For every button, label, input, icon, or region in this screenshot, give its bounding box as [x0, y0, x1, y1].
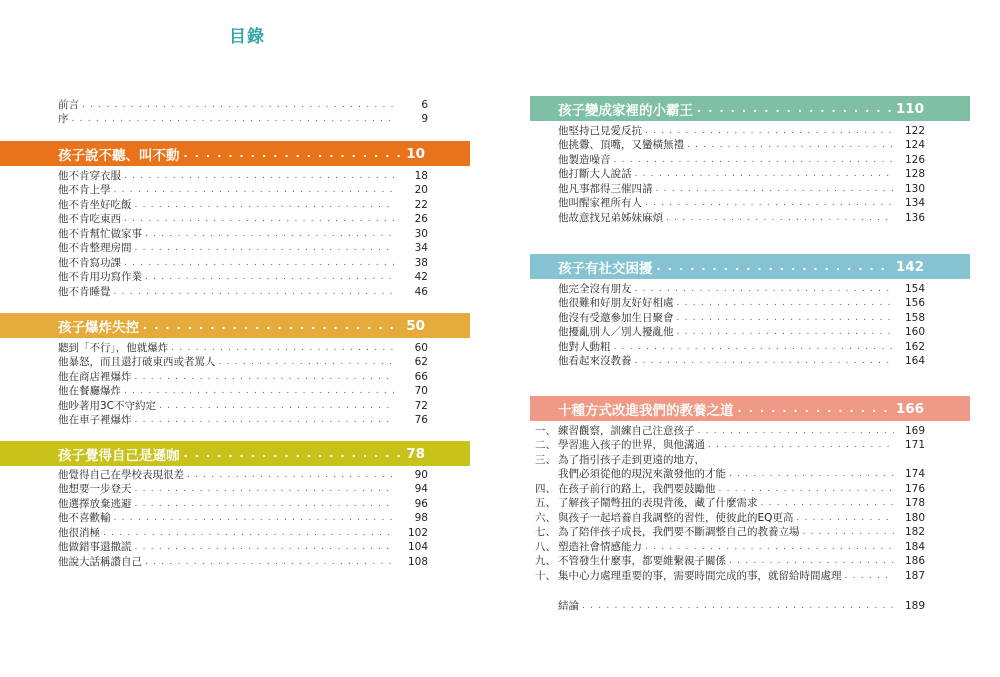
- chapter-page: 166: [895, 400, 924, 417]
- dot-leader: [635, 167, 895, 181]
- toc-entry[interactable]: [530, 181, 970, 196]
- toc-entry-title: 他說大話稱讚自己: [58, 555, 142, 568]
- dot-leader: [145, 227, 395, 241]
- toc-entry-page: 128: [904, 168, 925, 180]
- toc-entry[interactable]: [530, 296, 970, 311]
- dot-leader: [145, 555, 395, 569]
- toc-entry[interactable]: [58, 183, 428, 198]
- item-text: 學習進入孩子的世界，與他溝通: [558, 439, 705, 451]
- dot-leader: [635, 354, 895, 368]
- dot-leader: [114, 285, 396, 299]
- dot-leader: [645, 196, 894, 210]
- dot-leader: [719, 482, 895, 496]
- toc-entry-title: 他做錯事還撒謊: [58, 541, 132, 553]
- toc-entry[interactable]: [58, 241, 428, 256]
- toc-entry[interactable]: [58, 168, 428, 183]
- toc-entry-page: 186: [904, 555, 925, 567]
- conclusion-block: [530, 598, 970, 613]
- toc-entry-title: 他不肯睡覺: [58, 285, 111, 298]
- chapter-page: 78: [406, 445, 425, 462]
- toc-entry-page: 158: [904, 311, 925, 324]
- toc-entry-title: 前言: [58, 98, 79, 111]
- toc-entry-page: 30: [414, 227, 428, 240]
- chapter-title: 十種方式改進我們的教養之道: [558, 402, 734, 419]
- toc-entry-title: 他吵著用3C不守約定: [58, 399, 157, 412]
- toc-entry-page: 72: [414, 399, 428, 412]
- toc-entry[interactable]: [58, 554, 428, 569]
- toc-entry-page: 164: [904, 355, 925, 367]
- dot-leader: [72, 112, 396, 126]
- chapter-entries: [530, 423, 970, 583]
- toc-entry-title: 他不肯吃東西: [58, 213, 121, 225]
- toc-entry-page: 98: [414, 512, 428, 524]
- chapter-title: 孩子覺得自己是遜咖: [58, 447, 180, 464]
- dot-leader: [187, 468, 395, 482]
- toc-entry-page: 20: [414, 184, 428, 196]
- dot-leader: [219, 355, 396, 369]
- item-text: 為了指引孩子走到更遠的地方，: [558, 453, 705, 466]
- toc-entry-page: 154: [904, 282, 925, 295]
- toc-entry-title: 他打斷大人說話: [558, 168, 632, 180]
- toc-entry-page: 70: [414, 385, 428, 397]
- toc-entry-page: 60: [414, 341, 428, 354]
- toc-entry[interactable]: [530, 123, 970, 138]
- toc-entry[interactable]: [58, 540, 428, 555]
- toc-entry-page: 169: [904, 424, 925, 437]
- toc-entry[interactable]: [58, 467, 428, 482]
- toc-entry-page: 94: [414, 483, 428, 495]
- toc-entry-title: 他想要一步登天: [58, 483, 132, 495]
- dot-leader: [657, 260, 892, 273]
- toc-entry-page: 136: [904, 211, 925, 224]
- dot-leader: [738, 402, 892, 415]
- dot-leader: [614, 340, 895, 354]
- chapter-title: 孩子有社交困擾: [558, 260, 653, 277]
- item-text: 塑造社會情感能力: [558, 540, 642, 553]
- toc-entry[interactable]: [530, 167, 970, 182]
- toc-entry-title: 他對人動粗: [558, 340, 611, 353]
- toc-entry[interactable]: [58, 97, 428, 112]
- toc-entry[interactable]: [530, 452, 970, 467]
- toc-entry-page: 62: [414, 356, 428, 368]
- item-number: 一、: [535, 424, 556, 437]
- dot-leader: [582, 599, 894, 613]
- toc-entry-title: [535, 438, 705, 452]
- dot-leader: [708, 438, 894, 452]
- toc-entry[interactable]: [530, 152, 970, 167]
- dot-leader: [135, 413, 396, 427]
- item-text: 在孩子前行的路上，我們要鼓勵他: [558, 482, 716, 495]
- toc-entry[interactable]: [530, 525, 970, 540]
- chapter-heading[interactable]: [0, 313, 470, 338]
- toc-entry[interactable]: [530, 354, 970, 369]
- toc-entry[interactable]: [58, 255, 428, 270]
- toc-entry-page: 178: [904, 497, 925, 509]
- toc-entry-page: 104: [407, 541, 428, 553]
- toc-entry-page: 174: [904, 468, 925, 480]
- toc-entry[interactable]: [58, 413, 428, 428]
- dot-leader: [159, 399, 395, 413]
- dot-leader: [761, 496, 895, 510]
- toc-entry-title: 他覺得自己在學校表現很差: [58, 468, 184, 481]
- toc-entry-page: 182: [904, 526, 925, 538]
- toc-entry[interactable]: [530, 339, 970, 354]
- dot-leader: [656, 182, 895, 196]
- toc-entry-title: 他暴怒，而且還打破東西或者罵人: [58, 356, 216, 368]
- dot-leader: [845, 569, 895, 583]
- dot-leader: [124, 169, 395, 183]
- dot-leader: [143, 319, 402, 332]
- toc-entry-title: 他很難和好朋友好好相處: [558, 297, 674, 309]
- toc-entry[interactable]: [58, 226, 428, 241]
- toc-entry-page: 26: [414, 213, 428, 225]
- dot-leader: [666, 211, 894, 225]
- toc-entry-title: 他不肯上學: [58, 184, 111, 196]
- toc-entry-title: [558, 467, 726, 481]
- chapter-entries: [58, 467, 428, 569]
- toc-entry-title: 他不肯寫功課: [58, 256, 121, 269]
- toc-entry-page: 34: [414, 242, 428, 254]
- toc-entry-conclusion[interactable]: [530, 598, 970, 613]
- chapter-heading[interactable]: [530, 96, 970, 121]
- dot-leader: [645, 124, 894, 138]
- toc-entry[interactable]: [58, 270, 428, 285]
- toc-entry-title: 他在餐廳爆炸: [58, 385, 121, 397]
- toc-entry-title: 聽到「不行」，他就爆炸: [58, 341, 169, 354]
- toc-entry-title: 他凡事都得三催四請: [558, 182, 653, 195]
- toc-entry[interactable]: [58, 369, 428, 384]
- toc-entry[interactable]: [58, 398, 428, 413]
- toc-entry-title: [535, 569, 842, 583]
- dot-leader: [103, 526, 395, 540]
- toc-entry[interactable]: [58, 384, 428, 399]
- item-number: 七、: [535, 526, 556, 538]
- dot-leader: [124, 212, 395, 226]
- dot-leader: [635, 282, 895, 296]
- toc-entry-title: [535, 554, 726, 568]
- toc-entry-page: 171: [904, 439, 925, 451]
- toc-entry[interactable]: [530, 138, 970, 153]
- toc-entry[interactable]: [58, 496, 428, 511]
- chapter-title: 孩子說不聽、叫不動: [58, 147, 180, 164]
- toc-entry[interactable]: [58, 525, 428, 540]
- toc-entry-page: 180: [904, 511, 925, 524]
- item-number: 八、: [535, 540, 556, 553]
- toc-entry[interactable]: [530, 210, 970, 225]
- item-number: 四、: [535, 482, 556, 495]
- toc-entry[interactable]: [530, 481, 970, 496]
- item-text: 不管發生什麼事，都要維繫親子關係: [558, 555, 726, 567]
- toc-entry-page: 122: [904, 124, 925, 137]
- toc-entry-title: 他不喜歡輸: [58, 512, 111, 524]
- item-text: 為了陪伴孩子成長，我們要不斷調整自己的教養立場: [558, 526, 800, 538]
- toc-entry-page: 46: [414, 285, 428, 298]
- toc-entry-page: 134: [904, 197, 925, 209]
- page-title: 目錄: [229, 27, 265, 47]
- toc-entry[interactable]: [530, 554, 970, 569]
- item-text: 我們必須從他的現況來激發他的才能: [558, 468, 726, 480]
- toc-entry-page: 66: [414, 370, 428, 383]
- toc-entry-title: 序: [58, 113, 69, 125]
- toc-entry-title: 他很消極: [58, 526, 100, 539]
- toc-entry-page: 108: [407, 555, 428, 568]
- dot-leader: [124, 384, 395, 398]
- chapter-entries: [58, 168, 428, 299]
- toc-entry-page: 187: [904, 569, 925, 582]
- chapter-entries: [530, 281, 970, 368]
- item-number: 六、: [535, 511, 556, 524]
- item-text: 練習觀察，訓練自己注意孩子: [558, 424, 695, 437]
- dot-leader: [82, 98, 395, 112]
- toc-entry-page: 6: [421, 98, 428, 111]
- toc-entry-page: 124: [904, 139, 925, 151]
- toc-entry[interactable]: [530, 467, 970, 482]
- chapter-heading[interactable]: [530, 254, 970, 279]
- toc-entry-title: 他選擇放棄逃避: [58, 497, 132, 510]
- chapter-heading[interactable]: [0, 141, 470, 166]
- dot-leader: [729, 467, 894, 481]
- dot-leader: [729, 554, 894, 568]
- chapter-heading[interactable]: [0, 441, 470, 466]
- item-number: 五、: [535, 497, 556, 509]
- toc-entry-title: [535, 424, 695, 438]
- toc-entry-title: 他製造噪音: [558, 153, 611, 166]
- toc-entry-page: 126: [904, 153, 925, 166]
- toc-entry-page: 160: [904, 326, 925, 338]
- toc-entry-page: 42: [414, 271, 428, 283]
- toc-entry-title: 他堅持己見愛反抗: [558, 124, 642, 137]
- dot-leader: [697, 102, 892, 115]
- dot-leader: [803, 525, 895, 539]
- dot-leader: [135, 370, 396, 384]
- toc-entry[interactable]: [530, 496, 970, 511]
- dot-leader: [687, 138, 894, 152]
- toc-entry-title: [535, 525, 800, 539]
- toc-entry-title: [535, 482, 716, 496]
- toc-entry-page: 18: [414, 169, 428, 182]
- chapter-page: 50: [406, 317, 425, 334]
- dot-leader: [114, 183, 396, 197]
- dot-leader: [124, 256, 395, 270]
- dot-leader: [796, 511, 894, 525]
- toc-entry-title: 他不肯坐好吃飯: [58, 198, 132, 211]
- toc-entry-page: 176: [904, 482, 925, 495]
- toc-entry-title: [535, 453, 705, 467]
- toc-entry-page: 162: [904, 340, 925, 353]
- toc-entry-title: 他不肯用功寫作業: [58, 271, 142, 283]
- chapter-page: 142: [895, 258, 924, 275]
- toc-entry-title: 他挑釁、頂嘴，又蠻橫無禮: [558, 139, 684, 151]
- toc-entry-page: 90: [414, 468, 428, 481]
- dot-leader: [677, 296, 895, 310]
- toc-entry-page: 130: [904, 182, 925, 195]
- toc-entry-page: 9: [421, 113, 428, 125]
- toc-entry-title: 他故意找兄弟姊妹麻煩: [558, 211, 663, 224]
- item-text: 集中心力處理重要的事，需要時間完成的事，就留給時間處理: [558, 569, 842, 582]
- toc-entry-title: 他不肯幫忙做家事: [58, 227, 142, 240]
- toc-entry-page: 184: [904, 540, 925, 553]
- item-text: 了解孩子鬧彆扭的表現背後，藏了什麼需求: [558, 497, 758, 509]
- toc-entry[interactable]: [58, 511, 428, 526]
- item-number: 二、: [535, 439, 556, 451]
- toc-entry-title: 他完全沒有朋友: [558, 282, 632, 295]
- toc-entry[interactable]: [58, 482, 428, 497]
- chapter-title: 孩子變成家裡的小霸王: [558, 102, 693, 119]
- toc-entry[interactable]: [58, 112, 428, 127]
- dot-leader: [645, 540, 894, 554]
- toc-entry-title: 他不肯整理房間: [58, 242, 132, 254]
- dot-leader: [614, 153, 895, 167]
- toc-entry[interactable]: [58, 212, 428, 227]
- toc-entry-page: 22: [414, 198, 428, 211]
- dot-leader: [184, 147, 403, 160]
- chapter-page: 110: [895, 100, 924, 117]
- toc-entry-page: 102: [407, 526, 428, 539]
- toc-entry[interactable]: [530, 438, 970, 453]
- dot-leader: [171, 341, 395, 355]
- toc-entry-page: 38: [414, 256, 428, 269]
- chapter-heading[interactable]: [530, 396, 970, 421]
- toc-entry[interactable]: [58, 284, 428, 299]
- toc-entry[interactable]: [530, 510, 970, 525]
- chapter-title: 孩子爆炸失控: [58, 319, 139, 336]
- toc-entry-title: 結論: [558, 599, 579, 612]
- toc-entry-title: [535, 511, 794, 525]
- item-number: 三、: [535, 453, 556, 466]
- toc-entry[interactable]: [530, 423, 970, 438]
- dot-leader: [135, 241, 396, 255]
- toc-entry-title: 他叫醒家裡所有人: [558, 197, 642, 209]
- dot-leader: [135, 198, 396, 212]
- toc-entry[interactable]: [58, 355, 428, 370]
- dot-leader: [184, 447, 403, 460]
- dot-leader: [135, 540, 396, 554]
- toc-left-column: [58, 97, 428, 126]
- toc-entry[interactable]: [530, 196, 970, 211]
- toc-entry-title: 他擾亂別人／別人擾亂他: [558, 326, 674, 338]
- toc-entry-title: 他沒有受邀參加生日聚會: [558, 311, 674, 324]
- dot-leader: [135, 497, 396, 511]
- toc-entry[interactable]: [530, 568, 970, 583]
- item-number: 九、: [535, 555, 556, 567]
- toc-entry[interactable]: [58, 340, 428, 355]
- item-number: 十、: [535, 569, 556, 582]
- toc-entry[interactable]: [58, 197, 428, 212]
- dot-leader: [135, 482, 396, 496]
- toc-entry[interactable]: [530, 281, 970, 296]
- toc-entry-page: 189: [904, 599, 925, 612]
- toc-entry-page: 76: [414, 414, 428, 426]
- chapter-entries: [58, 340, 428, 427]
- dot-leader: [698, 424, 895, 438]
- toc-entry[interactable]: [530, 310, 970, 325]
- toc-entry-page: 156: [904, 297, 925, 309]
- toc-entry[interactable]: [530, 325, 970, 340]
- chapter-page: 10: [406, 145, 425, 162]
- toc-entry-title: 他不肯穿衣服: [58, 169, 121, 182]
- toc-entry-page: 96: [414, 497, 428, 510]
- toc-entry-title: [535, 540, 642, 554]
- dot-leader: [114, 511, 396, 525]
- dot-leader: [145, 270, 395, 284]
- dot-leader: [677, 325, 895, 339]
- toc-entry-title: 他在商店裡爆炸: [58, 370, 132, 383]
- item-text: 與孩子一起培養自我調整的習性，使彼此的EQ更高: [558, 511, 794, 524]
- chapter-entries: [530, 123, 970, 225]
- toc-entry-title: 他在車子裡爆炸: [58, 414, 132, 426]
- toc-entry[interactable]: [530, 539, 970, 554]
- toc-entry-title: [535, 496, 758, 510]
- dot-leader: [677, 311, 895, 325]
- toc-entry-title: 他看起來沒教養: [558, 355, 632, 367]
